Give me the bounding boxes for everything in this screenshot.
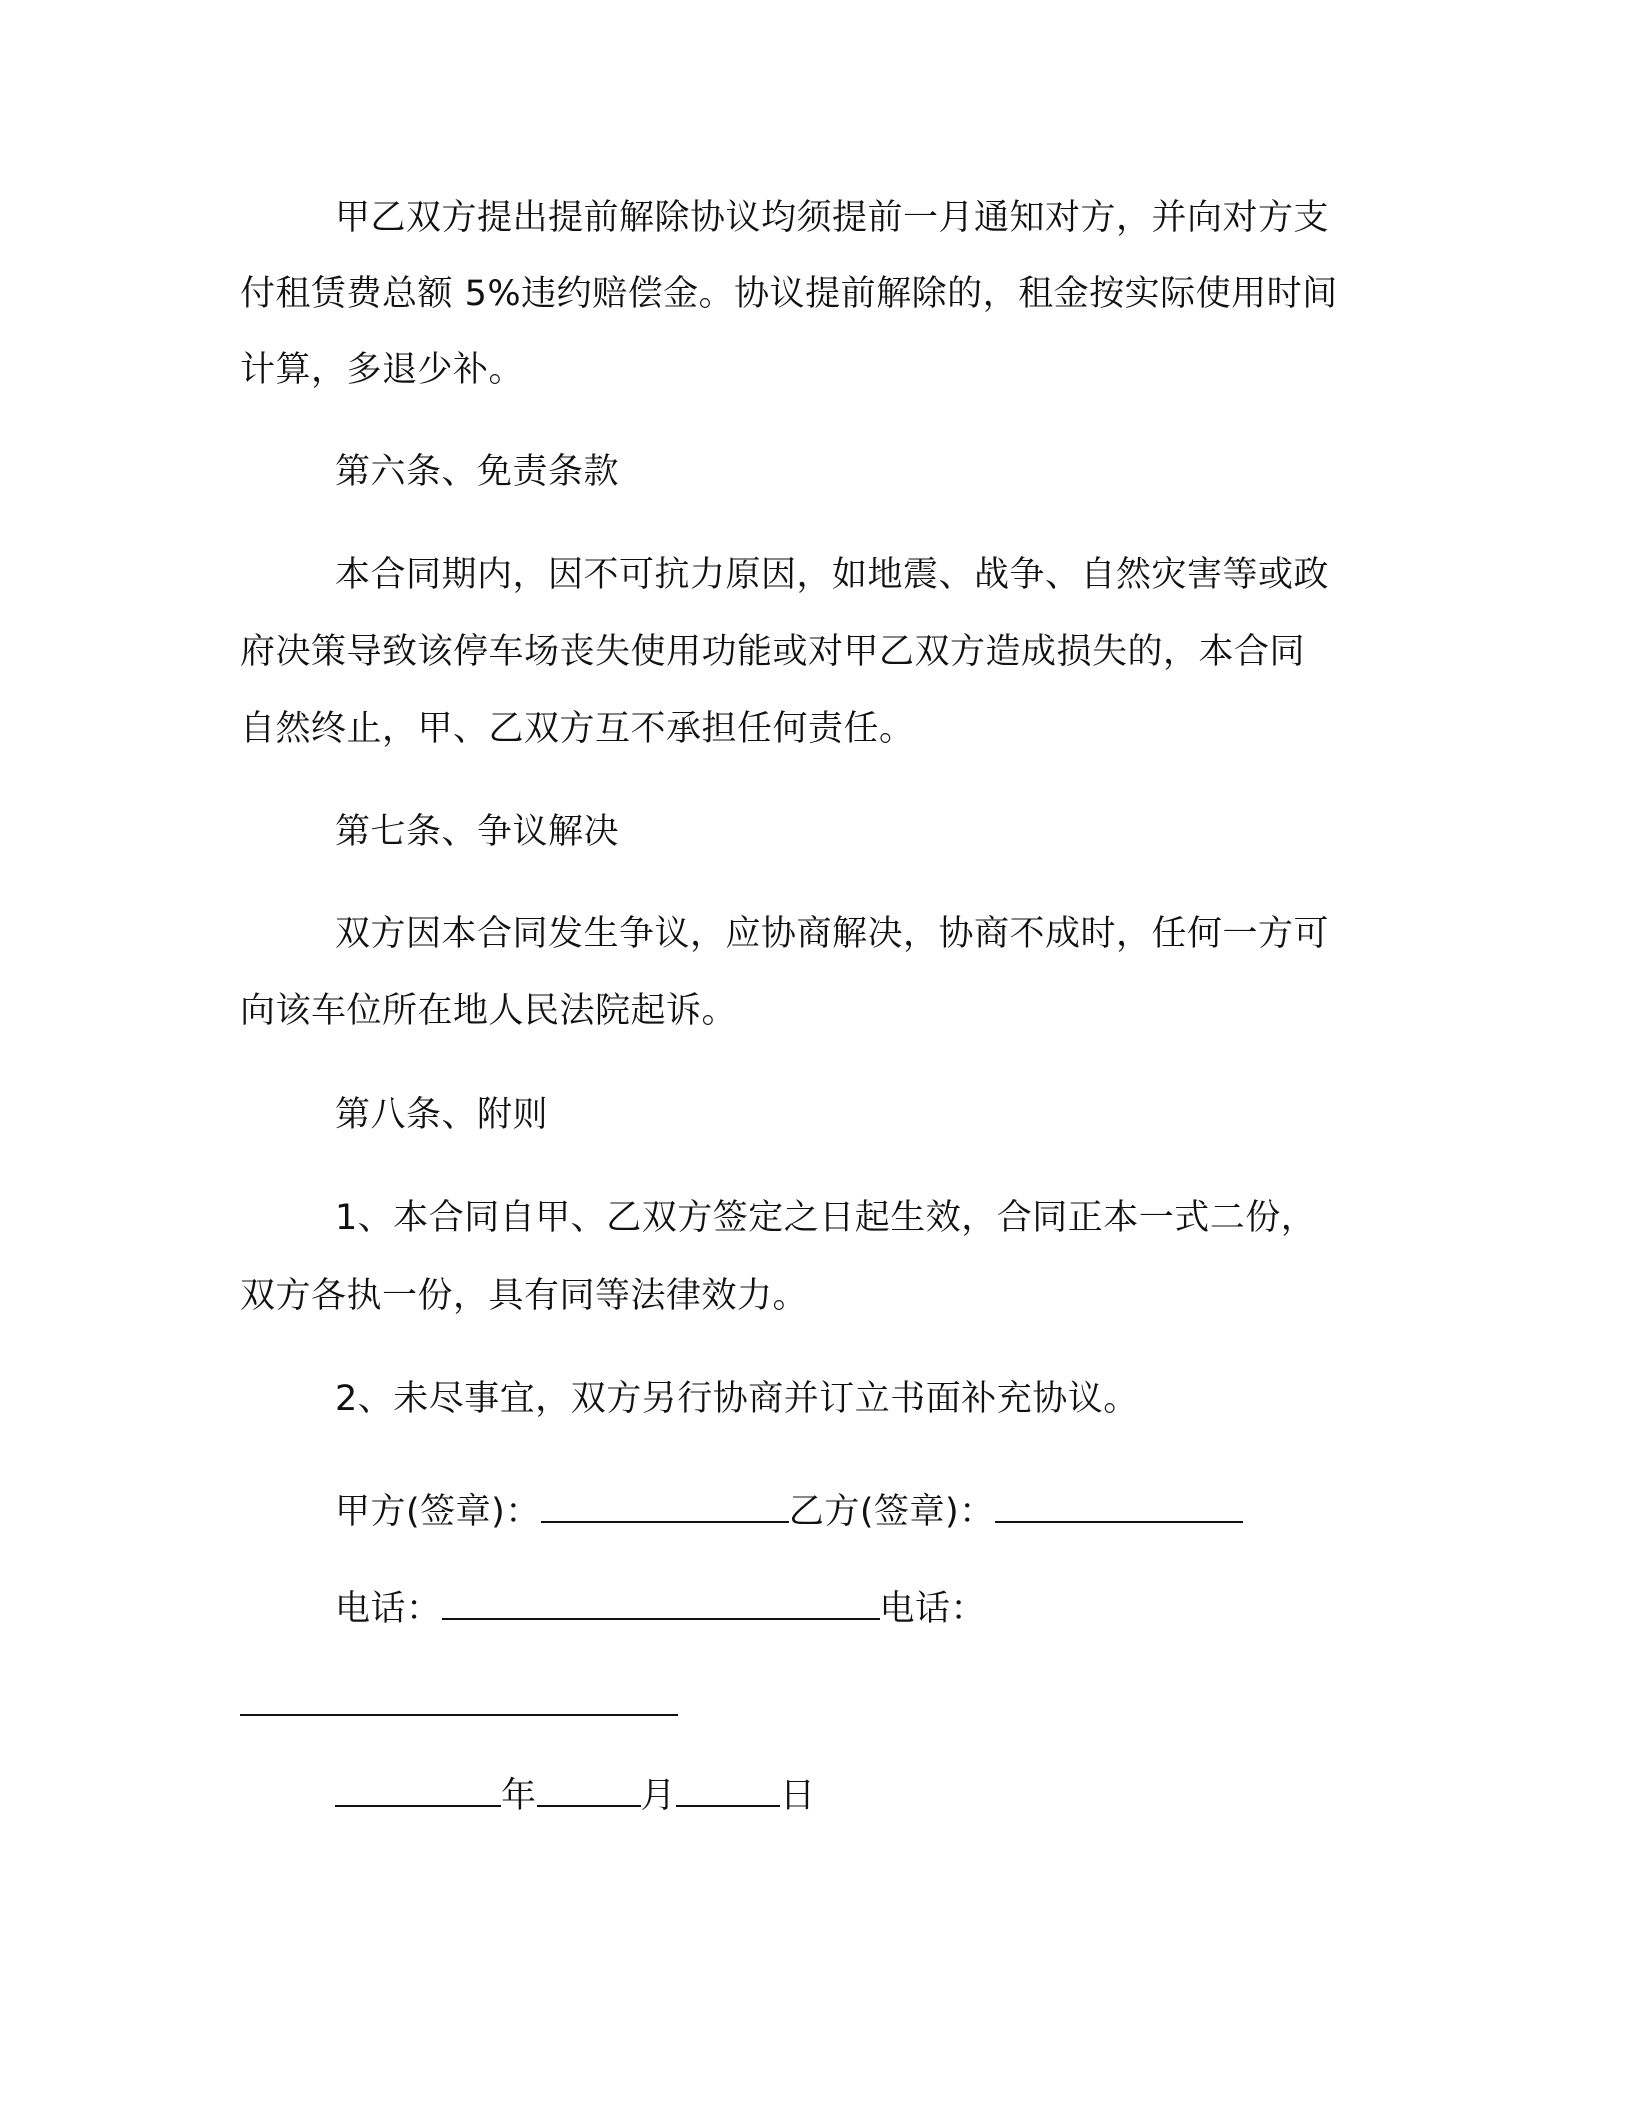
party-b-blank: [995, 1485, 1243, 1523]
phone-a-label: 电话：: [335, 1589, 442, 1629]
party-b-label: 乙方(签章)：: [788, 1492, 995, 1532]
paragraph-line: 付租赁费总额 5%违约赔偿金。协议提前解除的，租金按实际使用时间: [240, 274, 1338, 314]
paragraph-line: 计算，多退少补。: [240, 350, 525, 390]
phone-b-blank: [240, 1678, 678, 1716]
paragraph-line: 向该车位所在地人民法院起诉。: [240, 991, 738, 1031]
day-label: 日: [780, 1776, 816, 1816]
year-blank: [335, 1769, 501, 1807]
paragraph-line: 双方各执一份，具有同等法律效力。: [240, 1276, 809, 1316]
paragraph-line: 甲乙双方提出提前解除协议均须提前一月通知对方，并向对方支: [335, 198, 1330, 238]
paragraph-line: 1、本合同自甲、乙双方签定之日起生效，合同正本一式二份，: [335, 1198, 1317, 1238]
phone-b-label: 电话：: [879, 1589, 987, 1629]
paragraph-line: 自然终止，甲、乙双方互不承担任何责任。: [240, 709, 915, 749]
day-blank: [676, 1769, 780, 1807]
party-a-label: 甲方(签章)：: [335, 1492, 541, 1532]
phone-a-blank: [442, 1582, 880, 1620]
paragraph-line: 双方因本合同发生争议，应协商解决，协商不成时，任何一方可: [335, 914, 1330, 954]
signature-line-phones: [335, 1582, 986, 1633]
month-blank: [537, 1769, 641, 1807]
paragraph-line: 本合同期内，因不可抗力原因，如地震、战争、自然灾害等或政: [335, 555, 1330, 595]
date-line: [335, 1769, 816, 1820]
year-label: 年: [501, 1776, 537, 1816]
paragraph-line: 府决策导致该停车场丧失使用功能或对甲乙双方造成损失的，本合同: [240, 632, 1306, 672]
phone-b-blank-line: [240, 1678, 678, 1729]
month-label: 月: [640, 1776, 677, 1816]
section-heading: 第六条、免责条款: [335, 452, 620, 492]
paragraph-line: 2、未尽事宜，双方另行协商并订立书面补充协议。: [335, 1379, 1139, 1419]
party-a-blank: [541, 1485, 789, 1523]
section-heading: 第七条、争议解决: [335, 812, 620, 852]
section-heading: 第八条、附则: [335, 1095, 549, 1135]
signature-line-parties: [335, 1485, 1243, 1536]
